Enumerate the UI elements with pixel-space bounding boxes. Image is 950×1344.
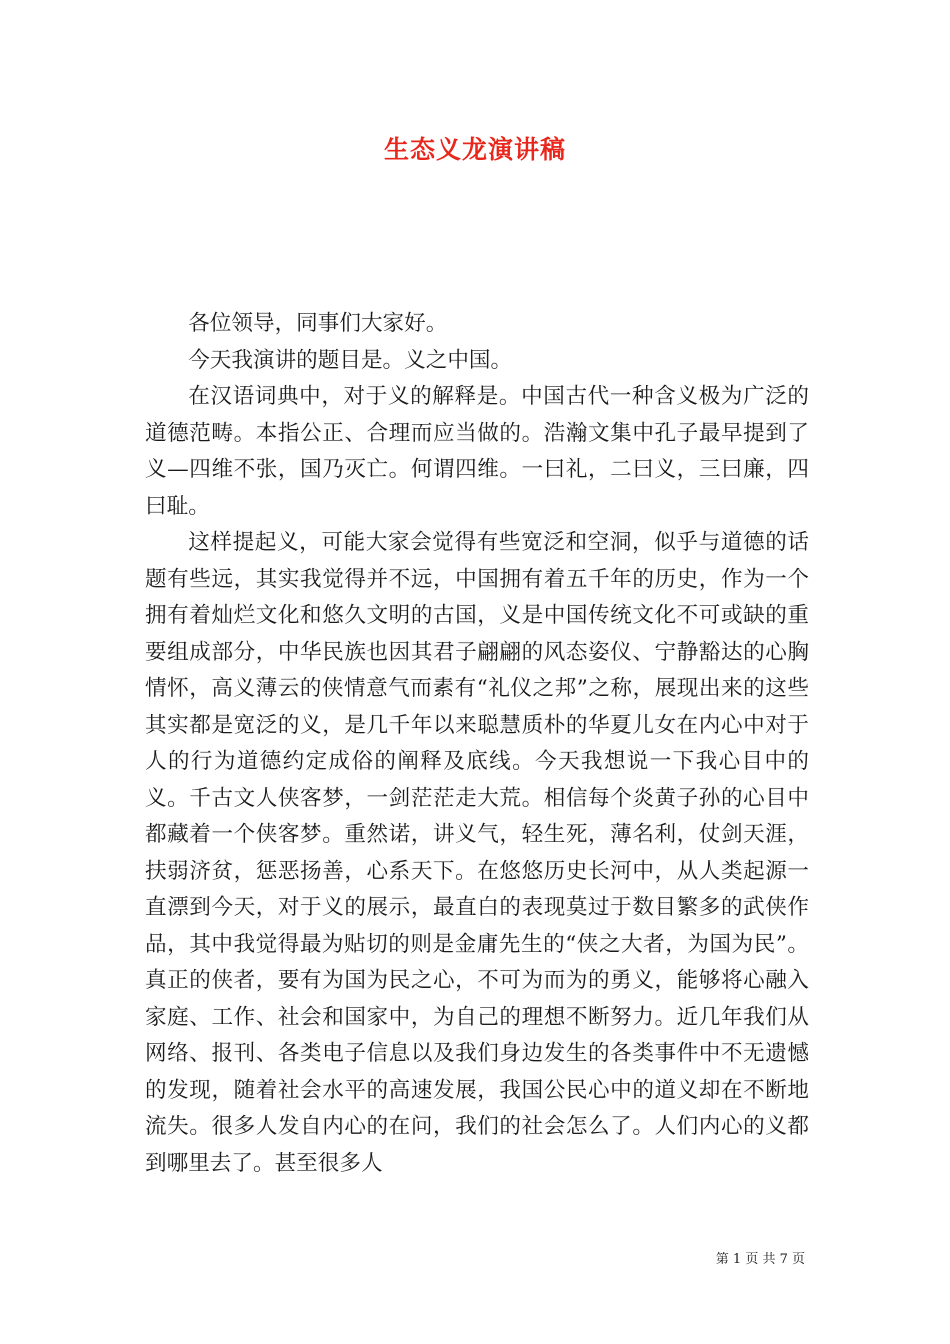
paragraph-definition: 在汉语词典中，对于义的解释是。中国古代一种含义极为广泛的道德范畴。本指公正、合理而应当做的。浩瀚文集中孔子最早提到了义—四维不张，国乃灭亡。何谓四维。一曰礼，二曰义，三曰廉，四曰耻。 bbox=[145, 384, 809, 519]
page-title: 生态义龙演讲稿 bbox=[383, 135, 566, 164]
document-body bbox=[145, 306, 809, 1182]
page-number: 第 1 页 共 7 页 bbox=[715, 1252, 805, 1267]
paragraph-main: 这样提起义，可能大家会觉得有些宽泛和空洞，似乎与道德的话题有些远，其实我觉得并不远，中国拥有着五千年的历史，作为一个拥有着灿烂文化和悠久文明的古国，义是中国传统文化不可或缺的重要组成部分，中华民族也因其君子翩翩的风态姿仪、宁静豁达的心胸情怀，高义薄云的侠情意气而素有“礼仪之邦”之称，展现出来的这些其实都是宽泛的义，是几千年以来聪慧质朴的华夏儿女在内心中对于人的行为道德约定成俗的阐释及底线。今天我想说一下我心目中的义。千古文人侠客梦，一剑茫茫走大荒。相信每个炎黄子孙的心目中都藏着一个侠客梦。重然诺，讲义气，轻生死，薄名利，仗剑天涯，扶弱济贫，惩恶扬善，心系天下。在悠悠历史长河中，从人类起源一直漂到今天，对于义的展示，最直白的表现莫过于数目繁多的武侠作品，其中我觉得最为贴切的则是金庸先生的“侠之大者，为国为民”。真正的侠者，要有为国为民之心，不可为而为的勇义，能够将心融入家庭、工作、社会和国家中，为自己的理想不断努力。近几年我们从网络、报刊、各类电子信息以及我们身边发生的各类事件中不无遗憾的发现，随着社会水平的高速发展，我国公民心中的道义却在不断地流失。很多人发自内心的在问，我们的社会怎么了。人们内心的义都到哪里去了。甚至很多人 bbox=[145, 530, 809, 1176]
paragraph-topic: 今天我演讲的题目是。义之中国。 bbox=[188, 347, 513, 373]
paragraph-greeting: 各位领导，同事们大家好。 bbox=[188, 311, 448, 336]
